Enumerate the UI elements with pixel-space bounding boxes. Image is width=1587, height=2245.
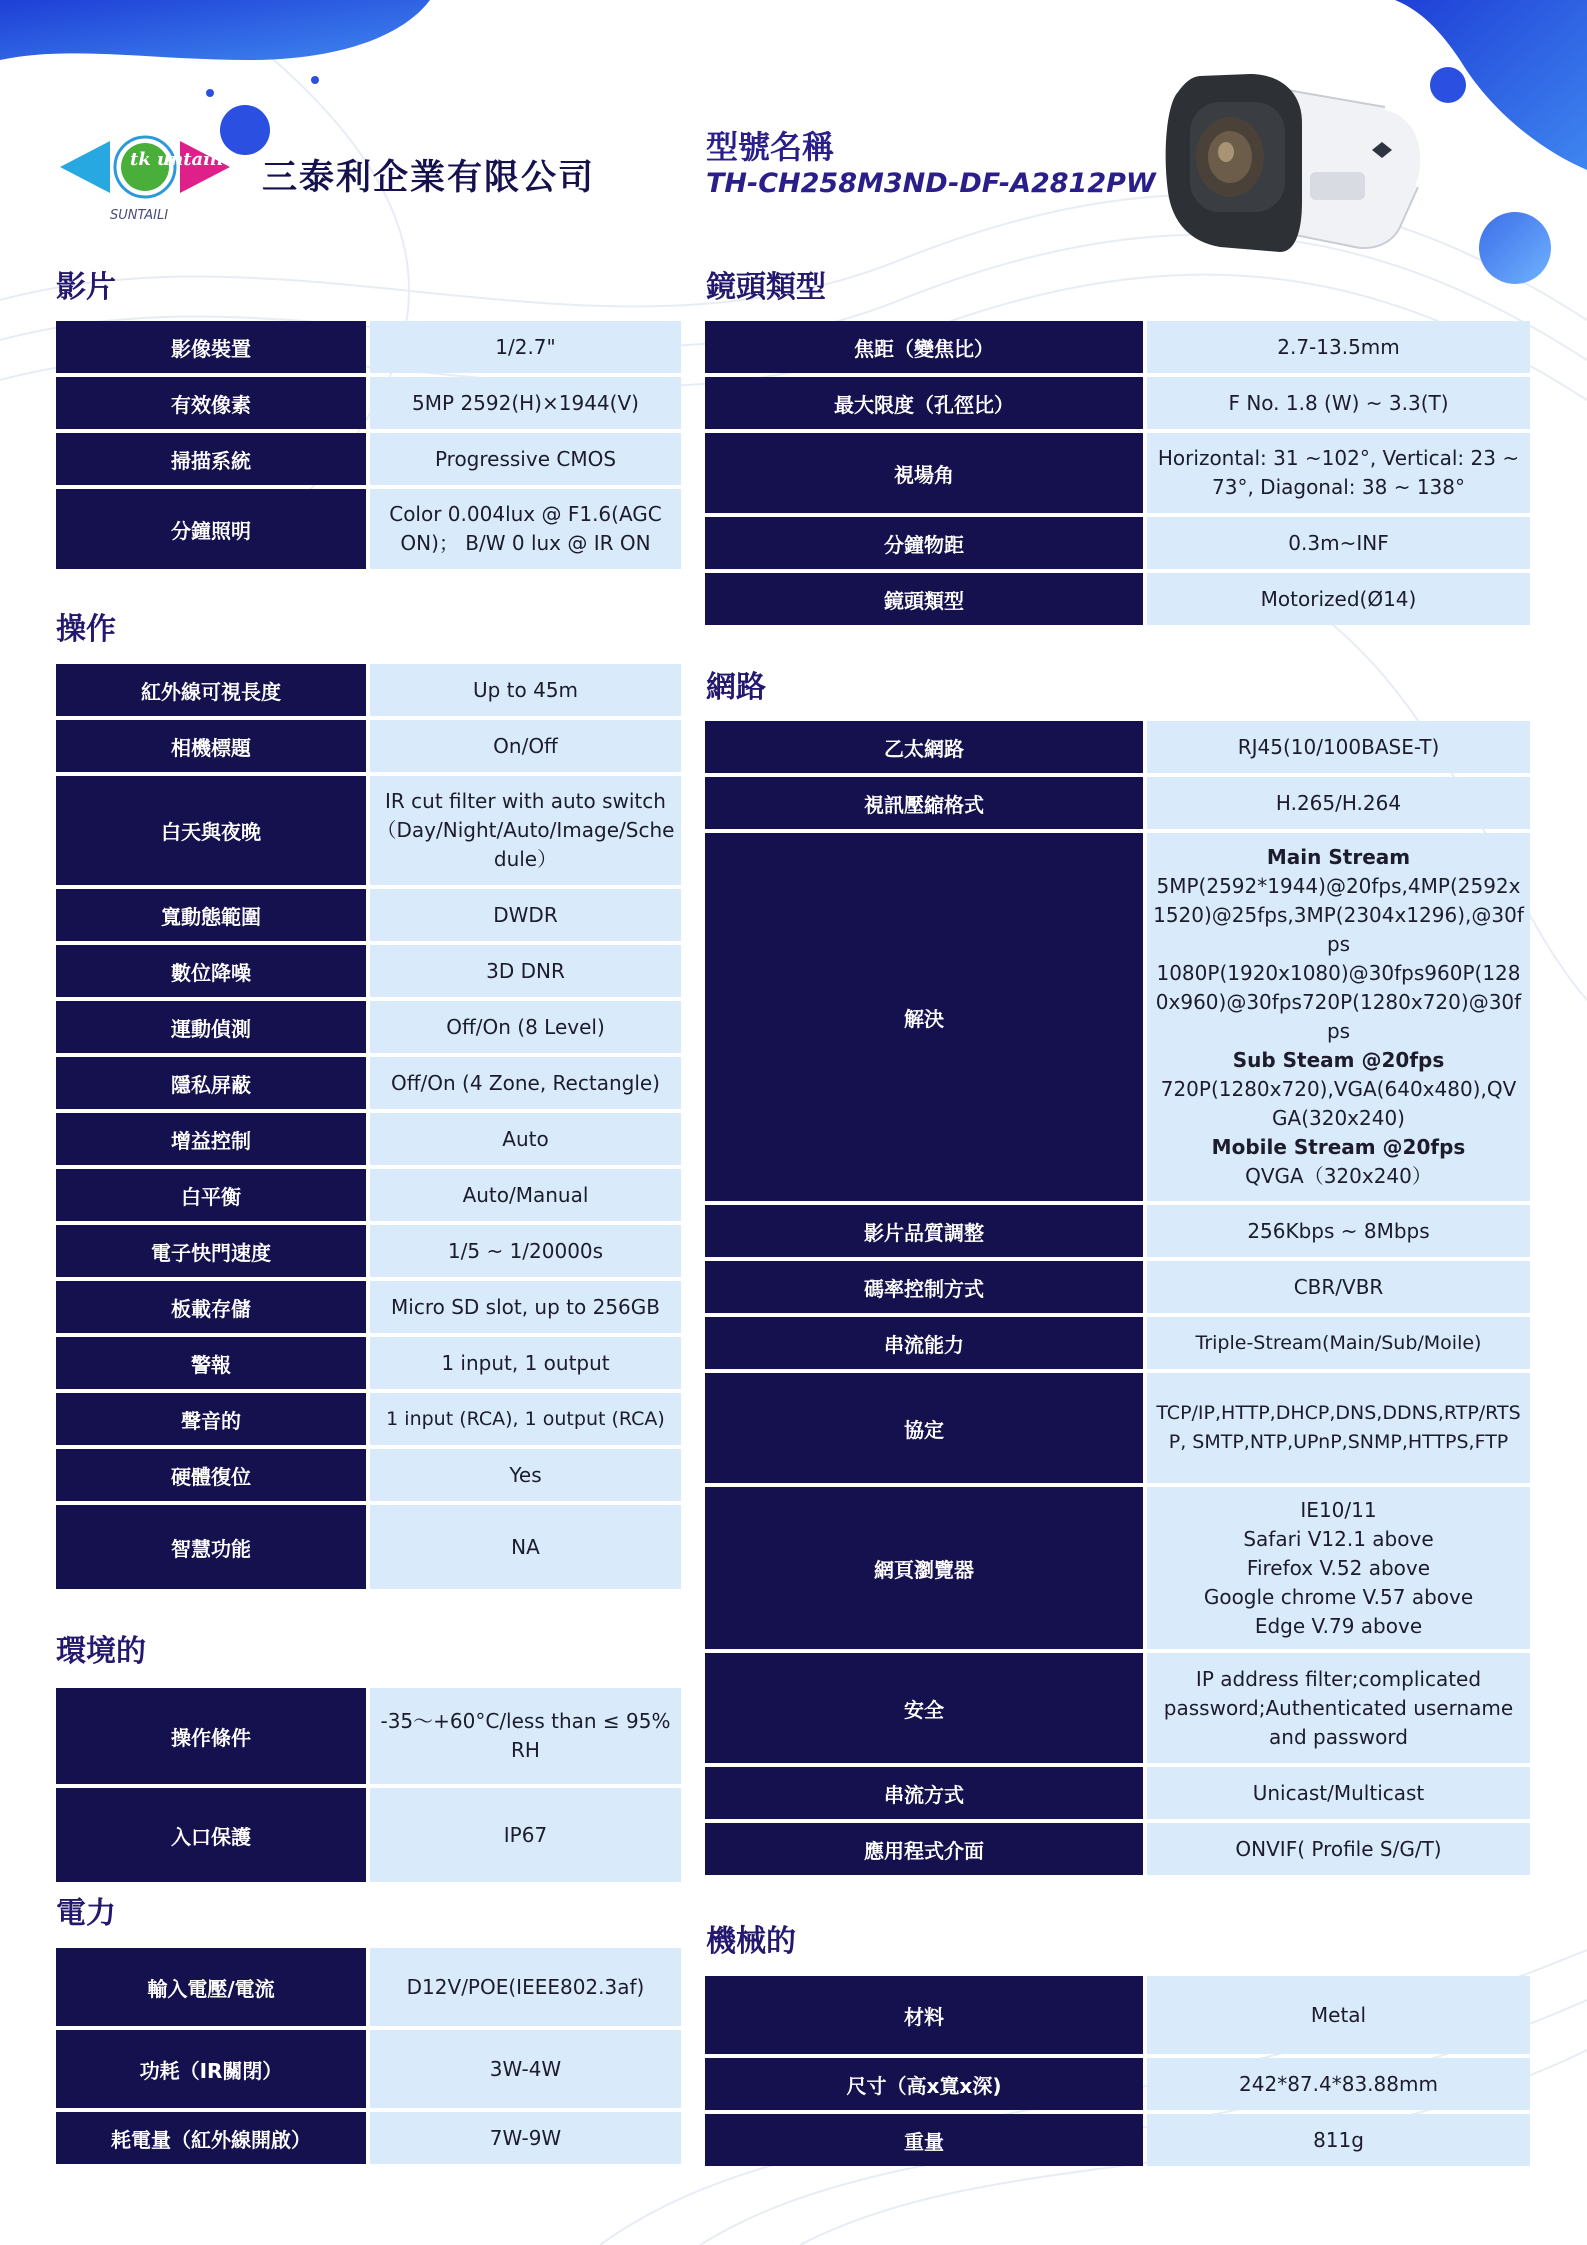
- spec-value: 2.7-13.5mm: [1147, 321, 1530, 373]
- browser-item: Google chrome V.57 above: [1203, 1584, 1474, 1609]
- browser-item: Edge V.79 above: [1254, 1613, 1423, 1638]
- spec-label: 影片品質調整: [705, 1205, 1143, 1257]
- spec-value: IP67: [370, 1788, 681, 1882]
- table-row: [705, 433, 1530, 513]
- spec-value: 3W-4W: [370, 2030, 681, 2108]
- spec-label: 最大限度（孔徑比）: [705, 377, 1143, 429]
- section-title-network: 網路: [706, 670, 766, 705]
- table-row: [56, 889, 681, 941]
- spec-value: Motorized(Ø14): [1147, 573, 1530, 625]
- section-title-lens: 鏡頭類型: [706, 270, 826, 305]
- browser-item: IE10/11: [1300, 1497, 1377, 1522]
- table-row: [56, 1057, 681, 1109]
- spec-value: Off/On (8 Level): [370, 1001, 681, 1053]
- spec-value: 1/2.7": [370, 321, 681, 373]
- table-row: [705, 2058, 1530, 2110]
- spec-label: 解決: [705, 833, 1143, 1201]
- sub-stream-title: Sub Steam @20fps: [1232, 1048, 1445, 1072]
- spec-value: 1 input (RCA), 1 output (RCA): [370, 1393, 681, 1445]
- spec-value: Progressive CMOS: [370, 433, 681, 485]
- table-row: [56, 1688, 681, 1784]
- spec-value: RJ45(10/100BASE-T): [1147, 721, 1530, 773]
- spec-label: 紅外線可視長度: [56, 664, 366, 716]
- spec-value: IP address filter;complicated password;Authenticated username and password: [1147, 1653, 1530, 1763]
- spec-value: Auto: [370, 1113, 681, 1165]
- spec-value: Horizontal: 31 ~102°, Vertical: 23 ~ 73°, Diagonal: 38 ~ 138°: [1147, 433, 1530, 513]
- table-row: [56, 945, 681, 997]
- spec-value: Color 0.004lux @ F1.6(AGC ON)； B/W 0 lux @ IR ON: [370, 489, 681, 569]
- table-row: [56, 1788, 681, 1882]
- table-row: [56, 1505, 681, 1589]
- table-row: [705, 1261, 1530, 1313]
- spec-value: Unicast/Multicast: [1147, 1767, 1530, 1819]
- spec-value: Off/On (4 Zone, Rectangle): [370, 1057, 681, 1109]
- spec-label: 串流方式: [705, 1767, 1143, 1819]
- spec-value: Yes: [370, 1449, 681, 1501]
- spec-value: IR cut filter with auto switch（Day/Night/Auto/Image/Schedule）: [370, 776, 681, 885]
- table-row: [56, 1449, 681, 1501]
- spec-label: 寬動態範圍: [56, 889, 366, 941]
- spec-label: 智慧功能: [56, 1505, 366, 1589]
- table-row: [705, 573, 1530, 625]
- table-row: [56, 489, 681, 569]
- spec-value: CBR/VBR: [1147, 1261, 1530, 1313]
- table-row: [705, 321, 1530, 373]
- spec-label: 應用程式介面: [705, 1823, 1143, 1875]
- spec-label: 尺寸（高x寬x深): [705, 2058, 1143, 2110]
- table-row: [56, 664, 681, 716]
- table-row: [56, 1393, 681, 1445]
- table-row: [705, 1653, 1530, 1763]
- spec-value: On/Off: [370, 720, 681, 772]
- model-label: 型號名稱: [706, 128, 835, 166]
- table-row: [705, 517, 1530, 569]
- table-row: [56, 1281, 681, 1333]
- spec-label: 鏡頭類型: [705, 573, 1143, 625]
- browser-item: Firefox V.52 above: [1246, 1555, 1431, 1580]
- spec-label: 警報: [56, 1337, 366, 1389]
- spec-label: 視訊壓縮格式: [705, 777, 1143, 829]
- spec-value: 5MP 2592(H)×1944(V): [370, 377, 681, 429]
- spec-value: 0.3m~INF: [1147, 517, 1530, 569]
- table-row: [705, 1317, 1530, 1369]
- suntaili-logo: [60, 135, 230, 225]
- table-row: [705, 2114, 1530, 2166]
- spec-value: 3D DNR: [370, 945, 681, 997]
- table-row: [705, 1823, 1530, 1875]
- table-row: [56, 1948, 681, 2026]
- table-row: [705, 1205, 1530, 1257]
- mobile-stream-title: Mobile Stream @20fps: [1211, 1135, 1466, 1159]
- table-row: [56, 1001, 681, 1053]
- spec-label: 數位降噪: [56, 945, 366, 997]
- main-stream-value: 5MP(2592*1944)@20fps,4MP(2592x1520)@25fps,3MP(2304x1296),@30fps: [1153, 874, 1524, 956]
- table-row: [705, 777, 1530, 829]
- spec-label: 電子快門速度: [56, 1225, 366, 1277]
- spec-label: 相機標題: [56, 720, 366, 772]
- table-row: [56, 720, 681, 772]
- spec-value: -35～+60°C/less than ≤ 95% RH: [370, 1688, 681, 1784]
- spec-value: NA: [370, 1505, 681, 1589]
- spec-label: 隱私屏蔽: [56, 1057, 366, 1109]
- logo-mark-text: tk untaili: [130, 149, 224, 170]
- section-title-mechanical: 機械的: [706, 1924, 796, 1959]
- table-row: [705, 721, 1530, 773]
- spec-value: Metal: [1147, 1976, 1530, 2054]
- spec-label: 串流能力: [705, 1317, 1143, 1369]
- spec-label: 耗電量（紅外線開啟）: [56, 2112, 366, 2164]
- main-stream-title: Main Stream: [1266, 845, 1411, 869]
- table-row: [56, 776, 681, 885]
- table-row: [705, 1767, 1530, 1819]
- spec-label: 白平衡: [56, 1169, 366, 1221]
- spec-value: Auto/Manual: [370, 1169, 681, 1221]
- spec-label: 白天與夜晚: [56, 776, 366, 885]
- spec-label: 乙太網路: [705, 721, 1143, 773]
- spec-label: 聲音的: [56, 1393, 366, 1445]
- table-row: [56, 1113, 681, 1165]
- spec-label: 硬體復位: [56, 1449, 366, 1501]
- spec-value: 7W-9W: [370, 2112, 681, 2164]
- table-row: [705, 377, 1530, 429]
- spec-label: 網頁瀏覽器: [705, 1487, 1143, 1649]
- section-title-operation: 操作: [56, 612, 116, 647]
- table-row: [56, 433, 681, 485]
- table-row: [705, 833, 1530, 1201]
- spec-label: 增益控制: [56, 1113, 366, 1165]
- company-name: 三泰利企業有限公司: [262, 158, 596, 198]
- spec-value: TCP/IP,HTTP,DHCP,DNS,DDNS,RTP/RTSP, SMTP,NTP,UPnP,SNMP,HTTPS,FTP: [1147, 1373, 1530, 1483]
- spec-value: 256Kbps ~ 8Mbps: [1147, 1205, 1530, 1257]
- spec-label: 入口保護: [56, 1788, 366, 1882]
- main-stream-value: 1080P(1920x1080)@30fps960P(1280x960)@30fps720P(1280x720)@30fps: [1155, 961, 1522, 1043]
- section-title-power: 電力: [56, 1896, 116, 1931]
- spec-value: 811g: [1147, 2114, 1530, 2166]
- section-title-environment: 環境的: [56, 1634, 146, 1669]
- spec-value: Up to 45m: [370, 664, 681, 716]
- sub-stream-value: 720P(1280x720),VGA(640x480),QVGA(320x240): [1160, 1077, 1517, 1130]
- browser-item: Safari V12.1 above: [1243, 1526, 1434, 1551]
- spec-label: 材料: [705, 1976, 1143, 2054]
- spec-label: 碼率控制方式: [705, 1261, 1143, 1313]
- section-title-video: 影片: [56, 270, 116, 305]
- spec-value-resolution: [1147, 833, 1530, 1201]
- table-row: [705, 1373, 1530, 1483]
- spec-value: ONVIF( Profile S/G/T): [1147, 1823, 1530, 1875]
- spec-label: 有效像素: [56, 377, 366, 429]
- spec-label: 操作條件: [56, 1688, 366, 1784]
- spec-label: 運動偵測: [56, 1001, 366, 1053]
- spec-value-browsers: [1147, 1487, 1530, 1649]
- spec-value: 1/5 ~ 1/20000s: [370, 1225, 681, 1277]
- table-row: [56, 1225, 681, 1277]
- table-row: [705, 1487, 1530, 1649]
- spec-value: D12V/POE(IEEE802.3af): [370, 1948, 681, 2026]
- table-row: [56, 321, 681, 373]
- spec-label: 協定: [705, 1373, 1143, 1483]
- table-row: [705, 1976, 1530, 2054]
- spec-value: 1 input, 1 output: [370, 1337, 681, 1389]
- spec-value: Micro SD slot, up to 256GB: [370, 1281, 681, 1333]
- spec-label: 視場角: [705, 433, 1143, 513]
- spec-label: 輸入電壓/電流: [56, 1948, 366, 2026]
- spec-value: 242*87.4*83.88mm: [1147, 2058, 1530, 2110]
- spec-label: 分鐘物距: [705, 517, 1143, 569]
- spec-label: 板載存儲: [56, 1281, 366, 1333]
- mobile-stream-value: QVGA（320x240）: [1245, 1164, 1432, 1188]
- spec-label: 安全: [705, 1653, 1143, 1763]
- camera-image: [1160, 62, 1430, 262]
- spec-value: DWDR: [370, 889, 681, 941]
- table-row: [56, 377, 681, 429]
- spec-label: 影像裝置: [56, 321, 366, 373]
- table-row: [56, 1337, 681, 1389]
- spec-label: 分鐘照明: [56, 489, 366, 569]
- spec-label: 焦距（變焦比）: [705, 321, 1143, 373]
- spec-label: 重量: [705, 2114, 1143, 2166]
- spec-value: F No. 1.8 (W) ~ 3.3(T): [1147, 377, 1530, 429]
- table-row: [56, 2030, 681, 2108]
- spec-label: 功耗（IR關閉）: [56, 2030, 366, 2108]
- spec-value: Triple-Stream(Main/Sub/Moile): [1147, 1317, 1530, 1369]
- table-row: [56, 2112, 681, 2164]
- logo-text: SUNTAILI: [110, 208, 169, 223]
- model-name: TH-CH258M3ND-DF-A2812PW: [706, 168, 1156, 199]
- spec-label: 掃描系統: [56, 433, 366, 485]
- spec-value: H.265/H.264: [1147, 777, 1530, 829]
- table-row: [56, 1169, 681, 1221]
